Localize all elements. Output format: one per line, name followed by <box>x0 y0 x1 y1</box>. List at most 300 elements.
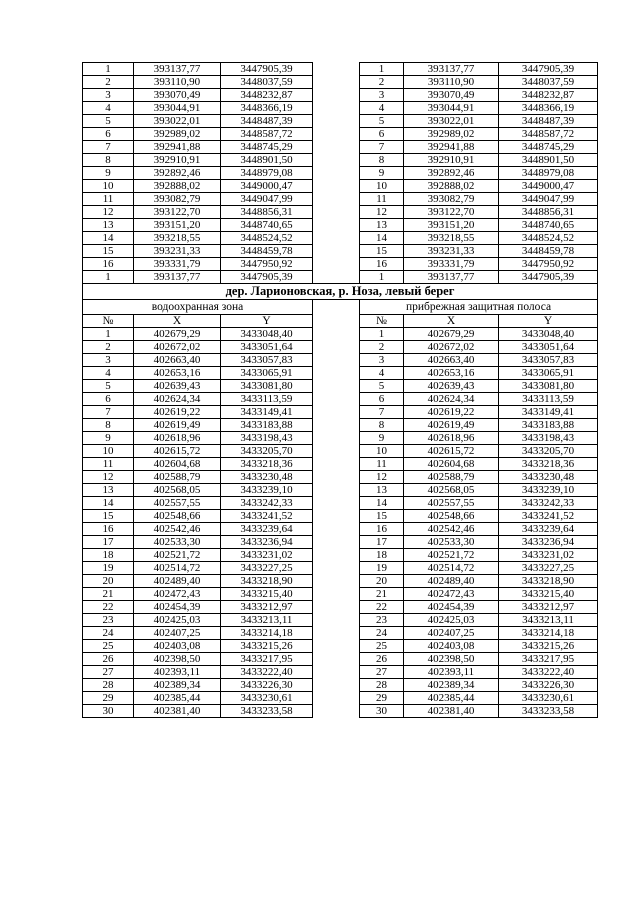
left-y-coordinate: 3433239,10 <box>221 484 313 497</box>
left-y-coordinate: 3433051,64 <box>221 341 313 354</box>
right-point-number: 12 <box>360 206 404 219</box>
left-x-coordinate: 392989,02 <box>134 128 221 141</box>
gap-cell <box>313 300 360 315</box>
right-point-number: 5 <box>360 115 404 128</box>
right-y-coordinate: 3448524,52 <box>499 232 598 245</box>
right-point-number: 17 <box>360 536 404 549</box>
right-y-coordinate: 3447950,92 <box>499 258 598 271</box>
table-row <box>83 458 598 471</box>
right-y-coordinate: 3447905,39 <box>499 271 598 284</box>
left-y-coordinate: 3447950,92 <box>221 258 313 271</box>
left-point-number: 22 <box>83 601 134 614</box>
right-point-number: 12 <box>360 471 404 484</box>
left-point-number: 1 <box>83 271 134 284</box>
right-x-coordinate: 402663,40 <box>404 354 499 367</box>
right-point-number: 9 <box>360 167 404 180</box>
gap-cell <box>313 315 360 328</box>
right-point-number: 13 <box>360 484 404 497</box>
left-point-number: 26 <box>83 653 134 666</box>
left-point-number: 10 <box>83 445 134 458</box>
right-x-coordinate: 402521,72 <box>404 549 499 562</box>
left-x-coordinate: 392941,88 <box>134 141 221 154</box>
right-point-number: 19 <box>360 562 404 575</box>
left-y-coordinate: 3433065,91 <box>221 367 313 380</box>
right-point-number: 21 <box>360 588 404 601</box>
gap-cell <box>313 367 360 380</box>
left-y-coordinate: 3433081,80 <box>221 380 313 393</box>
gap-cell <box>313 549 360 562</box>
right-y-coordinate: 3433218,36 <box>499 458 598 471</box>
left-y-coordinate: 3433230,61 <box>221 692 313 705</box>
right-x-coordinate: 393151,20 <box>404 219 499 232</box>
left-point-number: 5 <box>83 115 134 128</box>
right-y-coordinate: 3433239,64 <box>499 523 598 536</box>
left-y-coordinate: 3433198,43 <box>221 432 313 445</box>
gap-cell <box>313 193 360 206</box>
left-x-coordinate: 402619,49 <box>134 419 221 432</box>
left-point-number: 1 <box>83 63 134 76</box>
right-point-number: 14 <box>360 232 404 245</box>
left-y-coordinate: 3433183,88 <box>221 419 313 432</box>
left-point-number: 12 <box>83 471 134 484</box>
left-y-coordinate: 3433212,97 <box>221 601 313 614</box>
left-x-coordinate: 402407,25 <box>134 627 221 640</box>
left-y-coordinate: 3433218,36 <box>221 458 313 471</box>
left-point-number: 8 <box>83 154 134 167</box>
right-y-coordinate: 3433051,64 <box>499 341 598 354</box>
right-y-coordinate: 3433183,88 <box>499 419 598 432</box>
right-x-coordinate: 393110,90 <box>404 76 499 89</box>
left-x-coordinate: 392888,02 <box>134 180 221 193</box>
left-x-coordinate: 402624,34 <box>134 393 221 406</box>
left-y-coordinate: 3448459,78 <box>221 245 313 258</box>
right-point-number: 3 <box>360 354 404 367</box>
left-x-coordinate: 402533,30 <box>134 536 221 549</box>
right-y-coordinate: 3447905,39 <box>499 63 598 76</box>
right-x-coordinate: 393044,91 <box>404 102 499 115</box>
left-y-coordinate: 3448745,29 <box>221 141 313 154</box>
gap-cell <box>313 614 360 627</box>
left-y-coordinate: 3448856,31 <box>221 206 313 219</box>
right-y-coordinate: 3433215,26 <box>499 640 598 653</box>
gap-cell <box>313 341 360 354</box>
left-x-coordinate: 402663,40 <box>134 354 221 367</box>
gap-cell <box>313 206 360 219</box>
gap-cell <box>313 588 360 601</box>
table-row <box>83 380 598 393</box>
left-y-coordinate: 3433236,94 <box>221 536 313 549</box>
left-point-number: 8 <box>83 419 134 432</box>
right-y-coordinate: 3433230,48 <box>499 471 598 484</box>
gap-cell <box>313 393 360 406</box>
right-point-number: 7 <box>360 406 404 419</box>
left-x-coordinate: 393082,79 <box>134 193 221 206</box>
left-point-number: 3 <box>83 354 134 367</box>
left-point-number: 29 <box>83 692 134 705</box>
left-point-number: 25 <box>83 640 134 653</box>
right-point-number: 18 <box>360 549 404 562</box>
left-x-coordinate: 402381,40 <box>134 705 221 718</box>
left-y-coordinate: 3448979,08 <box>221 167 313 180</box>
left-x-coordinate: 393110,90 <box>134 76 221 89</box>
gap-cell <box>313 76 360 89</box>
right-x-coordinate: 393137,77 <box>404 271 499 284</box>
right-x-coordinate: 393218,55 <box>404 232 499 245</box>
table-row <box>83 258 598 271</box>
right-x-coordinate: 402672,02 <box>404 341 499 354</box>
left-x-coordinate: 393331,79 <box>134 258 221 271</box>
left-point-number: 20 <box>83 575 134 588</box>
right-y-coordinate: 3448901,50 <box>499 154 598 167</box>
right-point-number: 10 <box>360 445 404 458</box>
gap-cell <box>313 380 360 393</box>
right-y-coordinate: 3433212,97 <box>499 601 598 614</box>
left-point-number: 5 <box>83 380 134 393</box>
left-x-coordinate: 402604,68 <box>134 458 221 471</box>
table-row <box>83 497 598 510</box>
gap-cell <box>313 271 360 284</box>
right-point-number: 1 <box>360 63 404 76</box>
left-y-coordinate: 3433222,40 <box>221 666 313 679</box>
left-y-coordinate: 3433217,95 <box>221 653 313 666</box>
left-point-number: 18 <box>83 549 134 562</box>
left-x-coordinate: 393044,91 <box>134 102 221 115</box>
gap-cell <box>313 536 360 549</box>
right-x-coordinate: 402425,03 <box>404 614 499 627</box>
right-point-number: 29 <box>360 692 404 705</box>
right-point-number: 3 <box>360 89 404 102</box>
right-point-number: 7 <box>360 141 404 154</box>
left-y-coordinate: 3433226,30 <box>221 679 313 692</box>
left-point-number: 12 <box>83 206 134 219</box>
right-y-coordinate: 3433227,25 <box>499 562 598 575</box>
left-y-coordinate: 3433239,64 <box>221 523 313 536</box>
right-point-number: 2 <box>360 341 404 354</box>
table-row <box>83 393 598 406</box>
table-row <box>83 328 598 341</box>
right-x-coordinate: 392892,46 <box>404 167 499 180</box>
gap-cell <box>313 445 360 458</box>
left-y-coordinate: 3448037,59 <box>221 76 313 89</box>
gap-cell <box>313 471 360 484</box>
right-point-number: 4 <box>360 102 404 115</box>
right-y-coordinate: 3448587,72 <box>499 128 598 141</box>
right-y-coordinate: 3433222,40 <box>499 666 598 679</box>
left-point-number: 21 <box>83 588 134 601</box>
left-y-coordinate: 3433113,59 <box>221 393 313 406</box>
left-y-coordinate: 3448901,50 <box>221 154 313 167</box>
gap-cell <box>313 458 360 471</box>
left-y-coordinate: 3433215,26 <box>221 640 313 653</box>
left-point-number: 24 <box>83 627 134 640</box>
right-point-number: 1 <box>360 271 404 284</box>
right-y-coordinate: 3448979,08 <box>499 167 598 180</box>
right-zone-heading: прибрежная защитная полоса <box>360 300 598 315</box>
left-point-number: 7 <box>83 406 134 419</box>
gap-cell <box>313 601 360 614</box>
right-y-coordinate: 3448459,78 <box>499 245 598 258</box>
left-y-coordinate: 3448487,39 <box>221 115 313 128</box>
table-row <box>83 666 598 679</box>
col-header-x: X <box>134 315 221 328</box>
left-x-coordinate: 393151,20 <box>134 219 221 232</box>
right-point-number: 15 <box>360 245 404 258</box>
coordinates-table <box>82 62 598 718</box>
left-x-coordinate: 392910,91 <box>134 154 221 167</box>
right-point-number: 14 <box>360 497 404 510</box>
table-row <box>83 523 598 536</box>
table-row <box>83 206 598 219</box>
table-row <box>83 76 598 89</box>
right-y-coordinate: 3433230,61 <box>499 692 598 705</box>
upper-table-body <box>83 63 598 284</box>
section-header <box>83 284 598 328</box>
gap-cell <box>313 219 360 232</box>
right-y-coordinate: 3433239,10 <box>499 484 598 497</box>
table-row <box>83 167 598 180</box>
gap-cell <box>313 328 360 341</box>
left-x-coordinate: 402393,11 <box>134 666 221 679</box>
right-y-coordinate: 3433065,91 <box>499 367 598 380</box>
left-x-coordinate: 402454,39 <box>134 601 221 614</box>
gap-cell <box>313 510 360 523</box>
left-point-number: 13 <box>83 219 134 232</box>
right-y-coordinate: 3448856,31 <box>499 206 598 219</box>
left-point-number: 3 <box>83 89 134 102</box>
left-x-coordinate: 393070,49 <box>134 89 221 102</box>
right-x-coordinate: 402568,05 <box>404 484 499 497</box>
right-x-coordinate: 402403,08 <box>404 640 499 653</box>
right-x-coordinate: 402542,46 <box>404 523 499 536</box>
left-point-number: 28 <box>83 679 134 692</box>
right-y-coordinate: 3448037,59 <box>499 76 598 89</box>
left-x-coordinate: 393231,33 <box>134 245 221 258</box>
left-point-number: 30 <box>83 705 134 718</box>
left-x-coordinate: 402653,16 <box>134 367 221 380</box>
right-point-number: 16 <box>360 258 404 271</box>
left-point-number: 9 <box>83 432 134 445</box>
left-y-coordinate: 3433231,02 <box>221 549 313 562</box>
right-point-number: 8 <box>360 419 404 432</box>
gap-cell <box>313 232 360 245</box>
left-point-number: 2 <box>83 76 134 89</box>
right-x-coordinate: 402393,11 <box>404 666 499 679</box>
right-y-coordinate: 3448745,29 <box>499 141 598 154</box>
col-header-x: X <box>404 315 499 328</box>
left-x-coordinate: 402521,72 <box>134 549 221 562</box>
right-y-coordinate: 3433214,18 <box>499 627 598 640</box>
left-x-coordinate: 402619,22 <box>134 406 221 419</box>
table-row <box>83 89 598 102</box>
left-y-coordinate: 3448366,19 <box>221 102 313 115</box>
right-y-coordinate: 3449047,99 <box>499 193 598 206</box>
right-y-coordinate: 3433081,80 <box>499 380 598 393</box>
table-row <box>83 627 598 640</box>
gap-cell <box>313 354 360 367</box>
col-header-y: Y <box>499 315 598 328</box>
right-y-coordinate: 3433226,30 <box>499 679 598 692</box>
left-y-coordinate: 3449047,99 <box>221 193 313 206</box>
left-y-coordinate: 3433214,18 <box>221 627 313 640</box>
left-x-coordinate: 402489,40 <box>134 575 221 588</box>
table-row <box>83 562 598 575</box>
left-y-coordinate: 3433205,70 <box>221 445 313 458</box>
left-x-coordinate: 393022,01 <box>134 115 221 128</box>
table-row <box>83 432 598 445</box>
left-y-coordinate: 3433227,25 <box>221 562 313 575</box>
left-point-number: 10 <box>83 180 134 193</box>
right-point-number: 2 <box>360 76 404 89</box>
gap-cell <box>313 523 360 536</box>
gap-cell <box>313 115 360 128</box>
table-row <box>83 271 598 284</box>
left-point-number: 14 <box>83 497 134 510</box>
left-x-coordinate: 393218,55 <box>134 232 221 245</box>
left-y-coordinate: 3448587,72 <box>221 128 313 141</box>
left-point-number: 11 <box>83 193 134 206</box>
left-y-coordinate: 3433048,40 <box>221 328 313 341</box>
gap-cell <box>313 653 360 666</box>
right-x-coordinate: 392941,88 <box>404 141 499 154</box>
left-point-number: 19 <box>83 562 134 575</box>
left-point-number: 7 <box>83 141 134 154</box>
left-point-number: 23 <box>83 614 134 627</box>
right-y-coordinate: 3433198,43 <box>499 432 598 445</box>
right-y-coordinate: 3433048,40 <box>499 328 598 341</box>
table-row <box>83 354 598 367</box>
right-x-coordinate: 402472,43 <box>404 588 499 601</box>
right-y-coordinate: 3433233,58 <box>499 705 598 718</box>
left-x-coordinate: 402568,05 <box>134 484 221 497</box>
right-point-number: 25 <box>360 640 404 653</box>
right-point-number: 11 <box>360 458 404 471</box>
left-y-coordinate: 3433230,48 <box>221 471 313 484</box>
right-point-number: 23 <box>360 614 404 627</box>
table-row <box>83 406 598 419</box>
table-row <box>83 484 598 497</box>
right-x-coordinate: 402389,34 <box>404 679 499 692</box>
left-x-coordinate: 393137,77 <box>134 63 221 76</box>
right-x-coordinate: 402604,68 <box>404 458 499 471</box>
gap-cell <box>313 666 360 679</box>
table-row <box>83 154 598 167</box>
right-x-coordinate: 402557,55 <box>404 497 499 510</box>
right-y-coordinate: 3448740,65 <box>499 219 598 232</box>
gap-cell <box>313 575 360 588</box>
right-x-coordinate: 402619,22 <box>404 406 499 419</box>
left-point-number: 14 <box>83 232 134 245</box>
right-x-coordinate: 402615,72 <box>404 445 499 458</box>
table-row <box>83 245 598 258</box>
table-row <box>83 445 598 458</box>
right-point-number: 15 <box>360 510 404 523</box>
right-y-coordinate: 3433113,59 <box>499 393 598 406</box>
right-y-coordinate: 3433149,41 <box>499 406 598 419</box>
right-x-coordinate: 402398,50 <box>404 653 499 666</box>
left-y-coordinate: 3448524,52 <box>221 232 313 245</box>
left-x-coordinate: 402588,79 <box>134 471 221 484</box>
left-x-coordinate: 402472,43 <box>134 588 221 601</box>
table-row <box>83 575 598 588</box>
gap-cell <box>313 484 360 497</box>
zone-header-row <box>83 300 598 315</box>
gap-cell <box>313 89 360 102</box>
table-row <box>83 679 598 692</box>
table-row <box>83 141 598 154</box>
right-point-number: 4 <box>360 367 404 380</box>
gap-cell <box>313 692 360 705</box>
left-x-coordinate: 402672,02 <box>134 341 221 354</box>
document-page <box>82 62 597 718</box>
right-x-coordinate: 402514,72 <box>404 562 499 575</box>
left-y-coordinate: 3433215,40 <box>221 588 313 601</box>
right-point-number: 6 <box>360 128 404 141</box>
gap-cell <box>313 406 360 419</box>
section-title-row <box>83 284 598 300</box>
left-y-coordinate: 3433241,52 <box>221 510 313 523</box>
left-x-coordinate: 392892,46 <box>134 167 221 180</box>
right-point-number: 8 <box>360 154 404 167</box>
col-header-no: № <box>360 315 404 328</box>
right-y-coordinate: 3433241,52 <box>499 510 598 523</box>
gap-cell <box>313 705 360 718</box>
left-y-coordinate: 3448740,65 <box>221 219 313 232</box>
left-x-coordinate: 402557,55 <box>134 497 221 510</box>
gap-cell <box>313 141 360 154</box>
right-y-coordinate: 3433242,33 <box>499 497 598 510</box>
table-row <box>83 232 598 245</box>
left-x-coordinate: 402389,34 <box>134 679 221 692</box>
table-row <box>83 115 598 128</box>
left-x-coordinate: 402679,29 <box>134 328 221 341</box>
table-row <box>83 471 598 484</box>
left-y-coordinate: 3433242,33 <box>221 497 313 510</box>
right-point-number: 26 <box>360 653 404 666</box>
right-y-coordinate: 3448232,87 <box>499 89 598 102</box>
left-point-number: 6 <box>83 128 134 141</box>
right-y-coordinate: 3448487,39 <box>499 115 598 128</box>
table-row <box>83 601 598 614</box>
left-x-coordinate: 393122,70 <box>134 206 221 219</box>
right-point-number: 27 <box>360 666 404 679</box>
right-y-coordinate: 3448366,19 <box>499 102 598 115</box>
table-row <box>83 536 598 549</box>
left-x-coordinate: 402615,72 <box>134 445 221 458</box>
left-point-number: 16 <box>83 258 134 271</box>
left-x-coordinate: 402403,08 <box>134 640 221 653</box>
gap-cell <box>313 258 360 271</box>
table-row <box>83 63 598 76</box>
left-zone-heading: водоохранная зона <box>83 300 313 315</box>
right-x-coordinate: 402624,34 <box>404 393 499 406</box>
right-x-coordinate: 402679,29 <box>404 328 499 341</box>
left-y-coordinate: 3448232,87 <box>221 89 313 102</box>
left-point-number: 2 <box>83 341 134 354</box>
gap-cell <box>313 102 360 115</box>
left-y-coordinate: 3447905,39 <box>221 271 313 284</box>
left-x-coordinate: 393137,77 <box>134 271 221 284</box>
right-x-coordinate: 402385,44 <box>404 692 499 705</box>
right-point-number: 6 <box>360 393 404 406</box>
column-header-row <box>83 315 598 328</box>
left-point-number: 27 <box>83 666 134 679</box>
right-x-coordinate: 402588,79 <box>404 471 499 484</box>
right-y-coordinate: 3433215,40 <box>499 588 598 601</box>
right-point-number: 9 <box>360 432 404 445</box>
left-y-coordinate: 3447905,39 <box>221 63 313 76</box>
left-x-coordinate: 402514,72 <box>134 562 221 575</box>
table-row <box>83 180 598 193</box>
